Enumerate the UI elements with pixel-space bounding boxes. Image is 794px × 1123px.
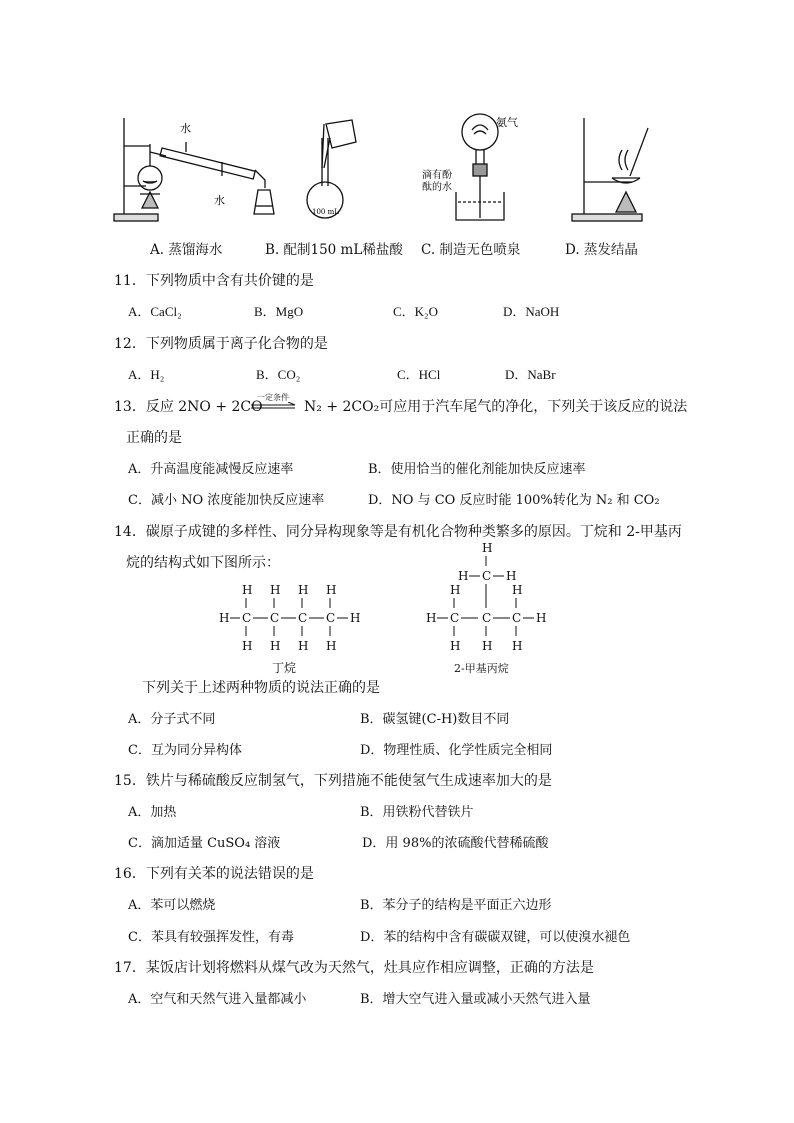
svg-text:C: C bbox=[326, 611, 336, 625]
ammonia-label: 氨气 bbox=[496, 116, 518, 129]
q15-option-a: A．加热 bbox=[128, 805, 177, 820]
q16-option-d: D．苯的结构中含有碳碳双键，可以使溴水褪色 bbox=[360, 930, 631, 945]
q14-option-b: B．碳氢键(C-H)数目不同 bbox=[360, 712, 510, 727]
svg-text:C: C bbox=[482, 569, 492, 583]
svg-text:H: H bbox=[450, 639, 461, 653]
svg-text:H: H bbox=[219, 611, 230, 625]
caption-distillation: A. 蒸馏海水 bbox=[150, 242, 223, 258]
isobutane-label: 2-甲基丙烷 bbox=[454, 662, 509, 675]
q16-option-b: B．苯分子的结构是平面正六边形 bbox=[360, 898, 552, 913]
svg-text:H: H bbox=[350, 611, 361, 625]
svg-text:H: H bbox=[536, 611, 547, 625]
svg-text:H: H bbox=[482, 639, 493, 653]
question-14-substem: 下列关于上述两种物质的说法正确的是 bbox=[142, 680, 380, 696]
q11-option-a: A．CaCl₂ bbox=[128, 304, 182, 319]
q14-option-d: D．物理性质、化学性质完全相同 bbox=[360, 743, 553, 758]
apparatus-figure-row bbox=[100, 108, 680, 230]
svg-text:H: H bbox=[270, 583, 281, 597]
q12-option-c: C．HCl bbox=[397, 367, 441, 382]
butane-structure bbox=[219, 583, 360, 653]
q11-option-d: D．NaOH bbox=[503, 304, 560, 319]
question-11-stem: 11．下列物质中含有共价键的是 bbox=[114, 273, 314, 289]
q12-option-b: B．CO₂ bbox=[256, 367, 301, 382]
q15-option-c: C．滴加适量 CuSO₄ 溶液 bbox=[128, 836, 281, 851]
reaction-condition: 一定条件 bbox=[257, 393, 289, 402]
question-13-stem-end: N₂ + 2CO₂可应用于汽车尾气的净化，下列关于该反应的说法 bbox=[304, 399, 688, 415]
svg-text:H: H bbox=[242, 583, 253, 597]
svg-text:H: H bbox=[242, 639, 253, 653]
svg-text:C: C bbox=[298, 611, 308, 625]
structural-formulas bbox=[210, 540, 570, 680]
caption-evaporation: D. 蒸发结晶 bbox=[565, 242, 638, 258]
svg-text:C: C bbox=[482, 611, 492, 625]
question-16-stem: 16．下列有关苯的说法错误的是 bbox=[114, 866, 314, 882]
caption-fountain: C. 制造无色喷泉 bbox=[421, 242, 521, 258]
question-15-stem: 15．铁片与稀硫酸反应制氢气，下列措施不能使氢气生成速率加大的是 bbox=[114, 773, 552, 789]
question-14-stem: 14．碳原子成键的多样性、同分异构现象等是有机化合物种类繁多的原因。丁烷和 2-甲基丙 bbox=[114, 524, 682, 540]
svg-text:C: C bbox=[512, 611, 522, 625]
svg-text:H: H bbox=[506, 569, 517, 583]
q14-option-a: A．分子式不同 bbox=[128, 712, 216, 727]
phenolphthalein-label-1: 滴有酚 bbox=[422, 170, 452, 181]
svg-text:H: H bbox=[298, 583, 309, 597]
q14-option-c: C．互为同分异构体 bbox=[128, 743, 242, 758]
svg-text:H: H bbox=[326, 639, 337, 653]
svg-text:H: H bbox=[512, 583, 523, 597]
svg-text:H: H bbox=[298, 639, 309, 653]
q17-option-b: B．增大空气进入量或减小天然气进入量 bbox=[360, 992, 591, 1007]
svg-text:H: H bbox=[326, 583, 337, 597]
distillation-apparatus bbox=[114, 118, 274, 221]
svg-text:C: C bbox=[450, 611, 460, 625]
q11-option-b: B．MgO bbox=[254, 304, 304, 319]
fountain-apparatus bbox=[456, 114, 504, 220]
q13-option-c: C．减小 NO 浓度能加快反应速率 bbox=[128, 493, 325, 508]
q16-option-c: C．苯具有较强挥发性，有毒 bbox=[128, 930, 294, 945]
water-in-label: 水 bbox=[180, 122, 191, 135]
svg-text:H: H bbox=[458, 569, 469, 583]
flask-volume-label: 100 mL bbox=[312, 208, 339, 216]
q15-option-d: D．用 98%的浓硫酸代替稀硫酸 bbox=[362, 836, 549, 851]
q16-option-a: A．苯可以燃烧 bbox=[128, 898, 216, 913]
svg-text:H: H bbox=[512, 639, 523, 653]
caption-dilution: B. 配制150 mL稀盐酸 bbox=[265, 242, 403, 258]
butane-label: 丁烷 bbox=[272, 661, 297, 675]
svg-text:H: H bbox=[450, 583, 461, 597]
reaction-arrow bbox=[250, 402, 298, 412]
svg-text:H: H bbox=[270, 639, 281, 653]
question-12-stem: 12．下列物质属于离子化合物的是 bbox=[114, 336, 328, 352]
q15-option-b: B．用铁粉代替铁片 bbox=[360, 805, 474, 820]
q13-option-d: D．NO 与 CO 反应时能 100%转化为 N₂ 和 CO₂ bbox=[368, 493, 660, 508]
svg-text:H: H bbox=[426, 611, 437, 625]
q11-option-c: C．K₂O bbox=[393, 304, 438, 319]
q12-option-a: A．H₂ bbox=[128, 367, 165, 382]
q12-option-d: D．NaBr bbox=[505, 367, 556, 382]
q13-option-b: B．使用恰当的催化剂能加快反应速率 bbox=[368, 462, 586, 477]
volumetric-flask-apparatus bbox=[307, 120, 356, 218]
question-13-stem-cont: 正确的是 bbox=[126, 430, 182, 446]
isobutane-structure bbox=[426, 541, 546, 653]
question-14-stem-cont: 烷的结构式如下图所示： bbox=[126, 555, 280, 571]
question-13-stem-start: 13．反应 2NO + 2CO bbox=[114, 399, 263, 415]
svg-text:H: H bbox=[482, 541, 493, 555]
water-out-label: 水 bbox=[214, 194, 225, 207]
q13-option-a: A．升高温度能减慢反应速率 bbox=[128, 462, 294, 477]
q17-option-a: A．空气和天然气进入量都减小 bbox=[128, 992, 307, 1007]
svg-text:C: C bbox=[270, 611, 280, 625]
evaporation-apparatus bbox=[572, 118, 648, 221]
svg-text:C: C bbox=[242, 611, 252, 625]
question-17-stem: 17．某饭店计划将燃料从煤气改为天然气，灶具应作相应调整，正确的方法是 bbox=[114, 960, 594, 976]
phenolphthalein-label-2: 酞的水 bbox=[422, 182, 452, 193]
